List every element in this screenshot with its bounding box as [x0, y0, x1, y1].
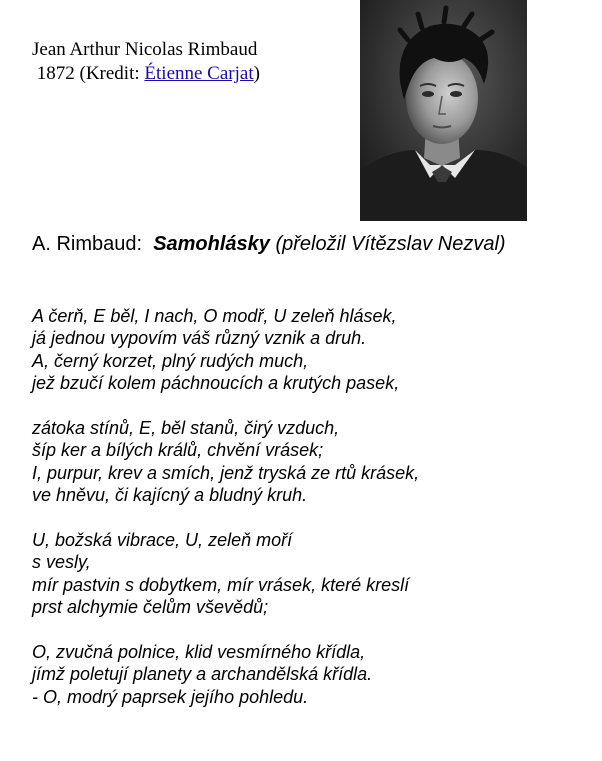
stanza	[32, 417, 419, 507]
heading-author: A. Rimbaud:	[32, 233, 143, 255]
poem-line: já jednou vypovím váš různý vznik a druh.	[32, 328, 367, 349]
poem-line: - O, modrý paprsek jejího pohledu.	[32, 686, 309, 707]
stanza	[32, 641, 419, 708]
poem-line: A čerň, E běl, I nach, O modř, U zeleň hlásek,	[32, 306, 397, 326]
poem-line: jež bzučí kolem páchnoucích a krutých pasek,	[32, 373, 400, 394]
poem-line: šíp ker a bílých králů, chvění vrásek;	[32, 440, 324, 461]
poem-translator: (přeložil Vítězslav Nezval)	[275, 233, 506, 255]
poem-line: s vesly,	[32, 552, 91, 573]
poem-line: jímž poletují planety a archandělská křídla.	[32, 664, 373, 685]
poem-line: prst alchymie čelům vševědů;	[32, 597, 269, 618]
poem-line: U, božská vibrace, U, zeleň moří	[32, 530, 293, 551]
photo-caption	[32, 38, 260, 86]
caption-close-paren: )	[253, 63, 260, 84]
poem-line: mír pastvin s dobytkem, mír vrásek, které kreslí	[32, 574, 410, 595]
stanza	[32, 529, 419, 619]
poem-title: Samohlásky	[153, 233, 270, 255]
caption-name: Jean Arthur Nicolas Rimbaud	[32, 39, 258, 60]
photographer-link[interactable]: Étienne Carjat	[144, 63, 254, 84]
poem-line: I, purpur, krev a smích, jenž tryská ze rtů krásek,	[32, 462, 420, 483]
poem-line: zátoka stínů, E, běl stanů, čirý vzduch,	[32, 418, 340, 439]
portrait-photo	[360, 0, 527, 221]
poem-line: A, černý korzet, plný rudých much,	[32, 350, 309, 371]
poem-body	[32, 305, 419, 708]
poem-heading	[32, 231, 506, 257]
poem-line: ve hněvu, či kajícný a bludný kruh.	[32, 485, 308, 506]
poem-line: O, zvučná polnice, klid vesmírného křídla,	[32, 642, 366, 663]
portrait-image	[360, 0, 527, 221]
caption-year: 1872 (Kredit:	[32, 63, 145, 84]
stanza	[32, 305, 419, 395]
